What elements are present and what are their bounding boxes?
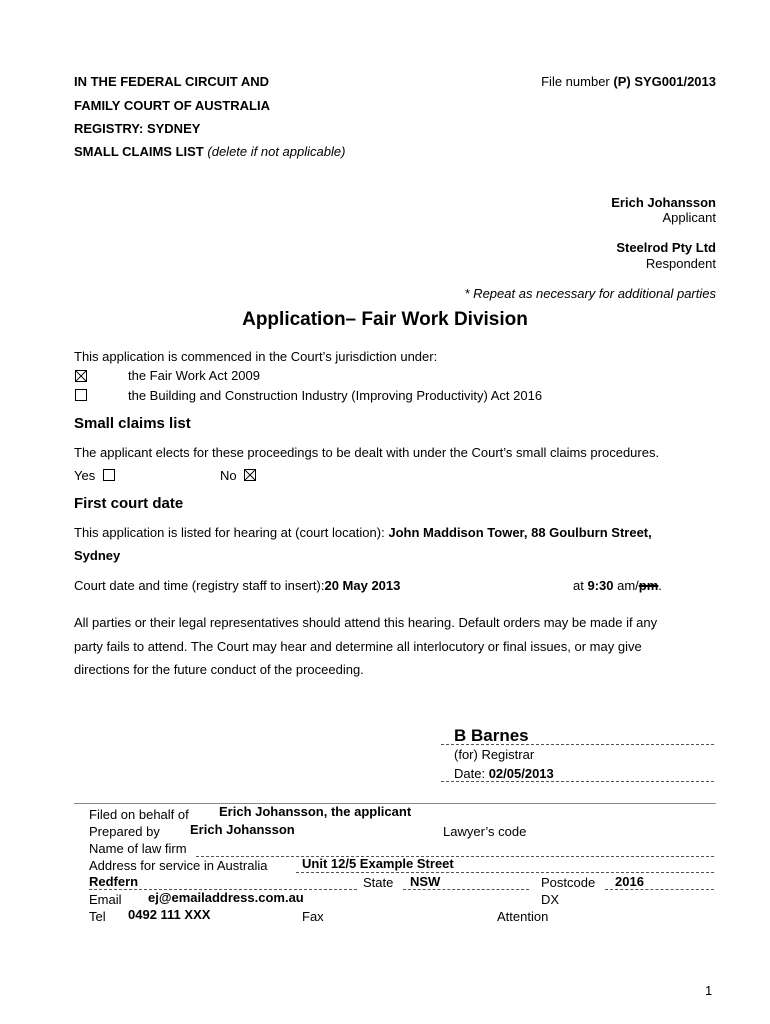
state-label: State <box>363 875 394 890</box>
small-claims-no-label: No <box>220 468 237 483</box>
court-time-pm-label: pm <box>638 578 659 593</box>
court-location-value-2: Sydney <box>74 548 121 563</box>
small-claims-heading: Small claims list <box>74 415 191 432</box>
state-value: NSW <box>410 874 441 889</box>
law-firm-label: Name of law firm <box>89 841 187 856</box>
court-name-line2: FAMILY COURT OF AUSTRALIA <box>74 98 270 113</box>
court-location-line <box>74 525 652 540</box>
court-time-am-label: am/ <box>617 578 639 593</box>
fax-label: Fax <box>302 909 324 924</box>
address-label: Address for service in Australia <box>89 858 268 873</box>
court-date-value: 20 May 2013 <box>324 578 401 593</box>
building-act-label: the Building and Construction Industry (Improving Productivity) Act 2016 <box>128 388 543 403</box>
small-claims-yes-label: Yes <box>74 468 96 483</box>
attention-label: Attention <box>497 909 549 924</box>
court-date-label: Court date and time (registry staff to insert): <box>74 578 325 593</box>
registrar-name: B Barnes <box>454 726 529 745</box>
fair-work-act-label: the Fair Work Act 2009 <box>128 368 260 383</box>
email-value: ej@emailaddress.com.au <box>148 890 304 905</box>
court-date-line <box>74 578 400 593</box>
state-line <box>403 889 529 890</box>
jurisdiction-intro: This application is commenced in the Court’s jurisdiction under: <box>74 349 438 364</box>
lawyers-code-label: Lawyer’s code <box>443 824 527 839</box>
small-claims-yes-checkbox[interactable] <box>103 469 115 481</box>
postcode-label: Postcode <box>541 875 596 890</box>
registry-line: REGISTRY: SYDNEY <box>74 121 201 136</box>
dx-label: DX <box>541 892 560 907</box>
file-number-label: File number <box>541 74 610 89</box>
respondent-role: Respondent <box>645 256 716 271</box>
small-claims-note: (delete if not applicable) <box>207 144 346 159</box>
tel-value: 0492 111 XXX <box>128 907 211 922</box>
postcode-line <box>605 889 714 890</box>
small-claims-list-label: SMALL CLAIMS LIST <box>74 144 204 159</box>
prepared-by-label: Prepared by <box>89 824 160 839</box>
applicant-role: Applicant <box>662 210 716 225</box>
attendance-text-line3: directions for the future conduct of the proceeding. <box>74 662 364 677</box>
email-label: Email <box>89 892 122 907</box>
registrar-name-line <box>441 744 714 745</box>
registrar-date-line <box>441 781 714 782</box>
respondent-name: Steelrod Pty Ltd <box>616 240 716 255</box>
filed-on-behalf-value: Erich Johansson, the applicant <box>219 804 412 819</box>
court-time <box>573 578 662 593</box>
filed-on-behalf-label: Filed on behalf of <box>89 807 189 822</box>
registrar-date <box>454 766 554 781</box>
registrar-role: (for) Registrar <box>454 747 535 762</box>
repeat-note: * Repeat as necessary for additional parties <box>464 286 716 301</box>
file-number-value: (P) SYG001/2013 <box>613 74 716 89</box>
address-value: Unit 12/5 Example Street <box>302 856 454 871</box>
address-line <box>296 872 714 873</box>
court-time-period: . <box>658 578 662 593</box>
tel-label: Tel <box>89 909 106 924</box>
attendance-text-line2: party fails to attend. The Court may hear and determine all interlocutory or final issues, or may give <box>74 639 642 654</box>
building-act-checkbox[interactable] <box>75 389 87 401</box>
law-firm-line <box>196 856 714 857</box>
first-court-date-heading: First court date <box>74 495 184 512</box>
postcode-value: 2016 <box>615 874 644 889</box>
small-claims-text: The applicant elects for these proceedings to be dealt with under the Court’s small claims procedures. <box>74 445 660 460</box>
file-number <box>541 74 716 89</box>
fair-work-act-checkbox[interactable] <box>75 370 87 382</box>
page-number: 1 <box>705 983 713 998</box>
suburb-value: Redfern <box>89 874 139 889</box>
court-name-line1: IN THE FEDERAL CIRCUIT AND <box>74 74 269 89</box>
prepared-by-value: Erich Johansson <box>190 822 295 837</box>
applicant-name: Erich Johansson <box>611 195 716 210</box>
court-time-at-label: at <box>573 578 584 593</box>
document-title: Application– Fair Work Division <box>242 309 528 330</box>
court-time-value: 9:30 <box>587 578 614 593</box>
court-location-label: This application is listed for hearing at (court location): <box>74 525 385 540</box>
court-location-value-1: John Maddison Tower, 88 Goulburn Street, <box>388 525 652 540</box>
small-claims-list-line <box>74 144 345 159</box>
small-claims-no-checkbox[interactable] <box>244 469 256 481</box>
attendance-text-line1: All parties or their legal representatives should attend this hearing. Default orders may be made if any <box>74 615 658 630</box>
registrar-date-value: 02/05/2013 <box>488 766 554 781</box>
registrar-date-label: Date: <box>454 766 486 781</box>
